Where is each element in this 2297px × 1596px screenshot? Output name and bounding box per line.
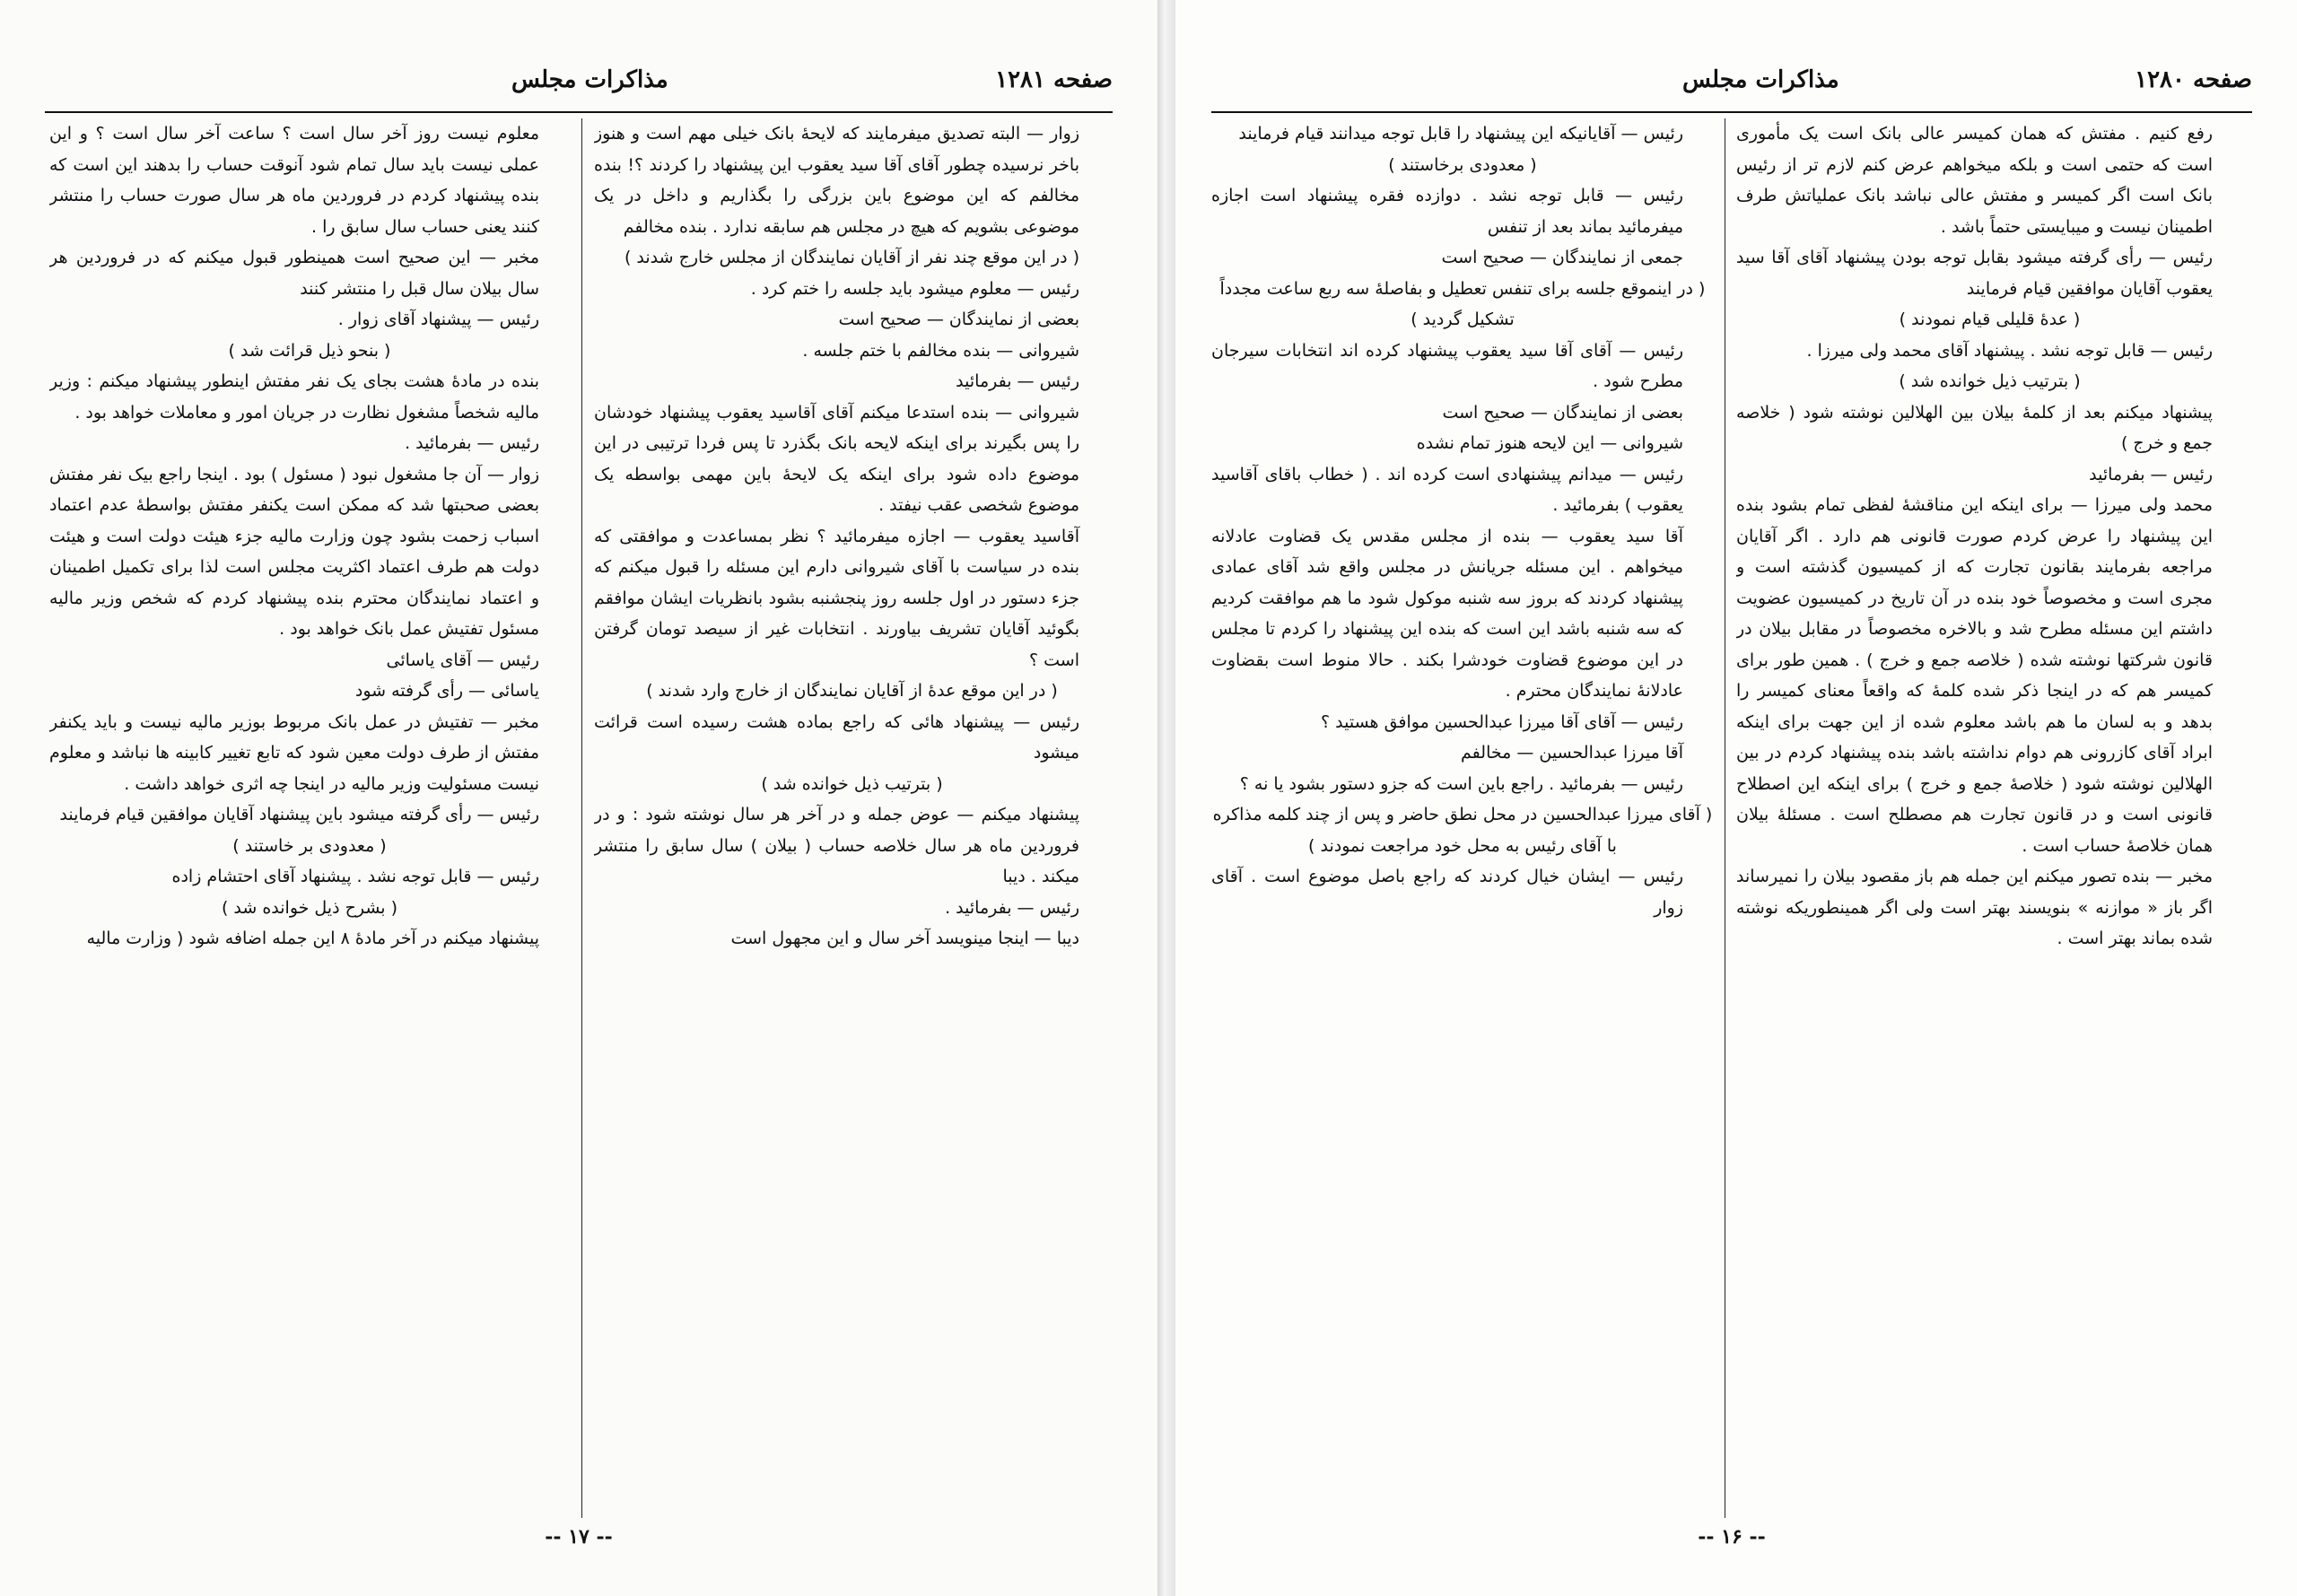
stage-note: ( بترتیب ذیل خوانده شد )	[761, 773, 943, 794]
paragraph: مخبر — این صحیح است همینطور قبول میکنم که در فروردین هر سال بیلان سال قبل را منتشر کنند	[49, 248, 539, 299]
paragraph: بعضی از نمایندگان — صحیح است	[1442, 402, 1683, 423]
paragraph: شیروانی — بنده مخالفم با ختم جلسه .	[802, 340, 1079, 361]
paragraph: رئیس — آقای یاسائی	[386, 650, 539, 670]
paragraph: جمعی از نمایندگان — صحیح است	[1441, 248, 1683, 267]
paragraph: آقاسید یعقوب — اجازه میفرمائید ؟ نظر بمساعدت و موافقتی که بنده در سیاست با آقای شیروانی دارم این مسئله را قبول میکنم که جزء دستور در اول جلسه روز پنجشنبه بشود بانظریات ایشان موافقم بگوئید آقایان تشریف بیاورند . انتخابات غیر از سیصد تومان گرفتن است ؟	[594, 526, 1079, 670]
page-header	[45, 54, 1113, 113]
paragraph: بنده در مادهٔ هشت بجای یک نفر مفتش اینطور پیشنهاد میکنم : وزیر مالیه شخصاً مشغول نظارت در جریان امور و معاملات خواهد بود .	[49, 371, 539, 423]
stage-note: ( معدودی برخاستند )	[1388, 154, 1537, 175]
stage-note: ( آقای میرزا عبدالحسین در محل نطق حاضر و پس از چند کلمه مذاکره با آقای رئیس به محل خود مراجعت نمودند )	[1212, 805, 1713, 856]
paragraph: بعضی از نمایندگان — صحیح است	[838, 310, 1079, 329]
paragraph: رئیس — قابل توجه نشد . پیشنهاد آقای احتشام زاده	[171, 867, 539, 886]
paragraph: رفع کنیم . مفتش که همان کمیسر عالی بانک است یک مأموری است که حتمی است و بلکه میخواهم عرض کنم لازم تر از رئیس بانک است اگر کمیسر و مفتش عالی نباشد بانک عملیاتش طرف اطمینان نیست و میبایستی حتماً باشد .	[1736, 124, 2213, 237]
stage-note: ( در اینموقع جلسه برای تنفس تعطیل و بفاصلهٔ سه ربع ساعت مجدداً تشکیل گردید )	[1219, 278, 1706, 329]
paragraph: رئیس — بفرمائید . راجع باین است که جزو دستور بشود یا نه ؟	[1239, 773, 1683, 794]
paragraph: زوار — البته تصدیق میفرمایند که لایحهٔ بانک خیلی مهم است و هنوز باخر نرسیده چطور آقای آقا سید یعقوب این پیشنهاد را کردند ؟! بنده مخالفم که این موضوع باین بزرگی را بگذاریم و داخل در یک موضوعی بشویم که هیچ در مجلس هم سابقه ندارد . بنده مخالفم	[594, 124, 1079, 237]
column-divider	[581, 118, 582, 1518]
page-footer-number: -- ۱۶ --	[1698, 1525, 1766, 1548]
paragraph: یاسائی — رأی گرفته شود	[354, 681, 539, 701]
paragraph: رئیس — ایشان خیال کردند که راجع باصل موضوع است . آقای زوار	[1211, 867, 1683, 918]
paragraph: رئیس — بفرمائید	[956, 371, 1079, 391]
paragraph: دیبا — اینجا مینویسد آخر سال و این مجهول است	[730, 929, 1079, 948]
text-column-right	[594, 118, 1110, 1518]
paragraph: رئیس — رأی گرفته میشود بقابل توجه بودن پیشنهاد آقای آقا سید یعقوب آقایان موافقین قیام فرمایند	[1736, 248, 2213, 299]
paragraph: رئیس — بفرمائید .	[405, 433, 539, 453]
stage-note: ( عدهٔ قلیلی قیام نمودند )	[1899, 310, 2081, 329]
paragraph: پیشنهاد میکنم — عوض جمله و در آخر هر سال نوشته شود : و در فروردین ماه هر سال خلاصه حساب ( بیلان ) سال سابق را منتشر میکند . دیبا	[594, 805, 1079, 886]
stage-note: ( بترتیب ذیل خوانده شد )	[1899, 371, 2081, 391]
paragraph: رئیس — میدانم پیشنهادی است کرده اند . ( خطاب باقای آقاسید یعقوب ) بفرمائید .	[1211, 464, 1683, 515]
text-column-left	[49, 118, 570, 1518]
stage-note: ( بشرح ذیل خوانده شد )	[221, 897, 398, 918]
page-title: مذاکرات مجلس	[1682, 66, 1839, 93]
paragraph: رئیس — پیشنهاد آقای زوار .	[337, 310, 539, 329]
paragraph: معلوم نیست روز آخر سال است ؟ ساعت آخر سال است ؟ و این عملی نیست باید سال تمام شود آنوقت حساب را بدهند این است که بنده پیشنهاد کردم در فروردین ماه هر سال صورت حساب را منتشر کنند یعنی حساب سال سابق را .	[49, 124, 539, 237]
paragraph: محمد ولی میرزا — برای اینکه این مناقشهٔ لفظی تمام بشود بنده این پیشنهاد را عرض کردم صورت قانونی هم دارد . اگر آقایان مراجعه بفرمایند بقانون تجارت که از کمیسیون گذشته است و مجری است و مخصوصاً خود بنده در آن تاریخ در کمیسیون عضویت داشتم این مسئله مطرح شد و بالاخره مخصوصاً در مقابل بیلان در قانون شرکتها نوشته شده ( خلاصه جمع و خرج ) . همین طور برای کمیسر هم که در اینجا ذکر شده کلمهٔ که واقعاً معنای کمیسر را بدهد و به لسان ما هم باشد معلوم شده از این جهت برای اینکه ابراد آقای کازرونی هم دوام نداشته باشد بنده پیشنهاد کردم در بین الهلالین نوشته شود ( خلاصهٔ جمع و خرج ) برای اینکه این اصطلاح قانونی است و در قانون تجارت هم مصطلح است . مسئلهٔ بیلان همان خلاصهٔ حساب است .	[1736, 495, 2213, 856]
paragraph: رئیس — قابل توجه نشد . پیشنهاد آقای محمد ولی میرزا .	[1806, 340, 2213, 361]
stage-note: ( معدودی بر خاستند )	[232, 835, 387, 856]
paragraph: رئیس — معلوم میشود باید جلسه را ختم کرد .	[750, 278, 1079, 299]
paragraph: مخبر — بنده تصور میکنم این جمله هم باز مقصود بیلان را نمیرساند اگر باز « موازنه » بنویسند بهتر است ولی اگر همینطوریکه نوشته شده بماند بهتر است .	[1736, 867, 2213, 948]
stage-note: ( در این موقع عدهٔ از آقایان نمایندگان از خارج وارد شدند )	[646, 681, 1058, 701]
paragraph: رئیس — آقای آقا سید یعقوب پیشنهاد کرده اند انتخابات سیرجان مطرح شود .	[1211, 340, 1683, 391]
right-page	[1175, 0, 2297, 1596]
book-gutter	[1157, 0, 1175, 1596]
stage-note: ( بنحو ذیل قرائت شد )	[228, 340, 391, 361]
paragraph: رئیس — بفرمائید	[2089, 464, 2213, 484]
paragraph: رئیس — رأی گرفته میشود باین پیشنهاد آقایان موافقین قیام فرمایند	[59, 805, 539, 824]
paragraph: رئیس — آقایانیکه این پیشنهاد را قابل توجه میدانند قیام فرمایند	[1238, 124, 1683, 144]
page-number: صفحه ۱۲۸۰	[2135, 66, 2252, 93]
page-footer-number: -- ۱۷ --	[545, 1525, 613, 1548]
stage-note: ( در این موقع چند نفر از آقایان نمایندگان از مجلس خارج شدند )	[624, 248, 1080, 267]
paragraph: زوار — آن جا مشغول نبود ( مسئول ) بود . اینجا راجع بیک نفر مفتش بعضی صحبتها شد که ممکن است یکنفر مفتش بواسطهٔ عدم اعتماد اسباب زحمت بشود چون وزارت مالیه جزء هیئت دولت است و هیئت دولت هم طرف اعتماد اکثریت مجلس است لذا برای تکمیل اطمینان و اعتماد نمایندگان محترم بنده پیشنهاد کردم که شخص وزیر مالیه مسئول تفتیش عمل بانک خواهد بود .	[49, 464, 539, 639]
paragraph: رئیس — پیشنهاد هائی که راجع بماده هشت رسیده است قرائت میشود	[594, 711, 1079, 763]
paragraph: شیروانی — این لایحه هنوز تمام نشده	[1416, 433, 1683, 453]
paragraph: آقا میرزا عبدالحسین — مخالفم	[1461, 743, 1683, 763]
paragraph: رئیس — آقای آقا میرزا عبدالحسین موافق هستید ؟	[1321, 711, 1683, 732]
paragraph: رئیس — بفرمائید .	[945, 897, 1079, 918]
text-column-right	[1736, 118, 2243, 1518]
page-number: صفحه ۱۲۸۱	[995, 66, 1113, 93]
paragraph: پیشنهاد میکنم بعد از کلمهٔ بیلان بین الهلالین نوشته شود ( خلاصه جمع و خرج )	[1736, 402, 2213, 453]
paragraph: پیشنهاد میکنم در آخر مادهٔ ۸ این جمله اضافه شود ( وزارت مالیه	[86, 929, 539, 948]
paragraph: رئیس — قابل توجه نشد . دوازده فقره پیشنهاد است اجازه میفرمائید بماند بعد از تنفس	[1211, 186, 1683, 237]
text-column-left	[1211, 118, 1714, 1518]
page-title: مذاکرات مجلس	[511, 66, 668, 93]
paragraph: شیروانی — بنده استدعا میکنم آقای آقاسید یعقوب پیشنهاد خودشان را پس بگیرند برای اینکه لایحه بانک بگذرد تا پس فردا ترتیبی در این موضوع داده شود برای اینکه یک لایحهٔ باین مهمی بواسطه یک موضوع شخصی عقب نیفتد .	[594, 402, 1079, 515]
paragraph: مخبر — تفتیش در عمل بانک مربوط بوزیر مالیه نیست و باید یکنفر مفتش از طرف دولت معین شود که تابع تغییر کابینه ها نباشد و معلوم نیست مسئولیت وزیر مالیه در اینجا چه اثری خواهد داشت .	[49, 711, 539, 794]
page-header	[1211, 54, 2252, 113]
paragraph: آقا سید یعقوب — بنده از مجلس مقدس یک قضاوت عادلانه میخواهم . این مسئله جریانش در مجلس واقع شد آقای عمادی پیشنهاد کردند که بروز سه شنبه موکول شود ما هم موافقت کردیم که سه شنبه باشد این است که بنده این پیشنهاد را کردم تا مجلس در این موضوع قضاوت خودشرا بکند . حالا منوط است بقضاوت عادلانهٔ نمایندگان محترم .	[1211, 526, 1683, 701]
